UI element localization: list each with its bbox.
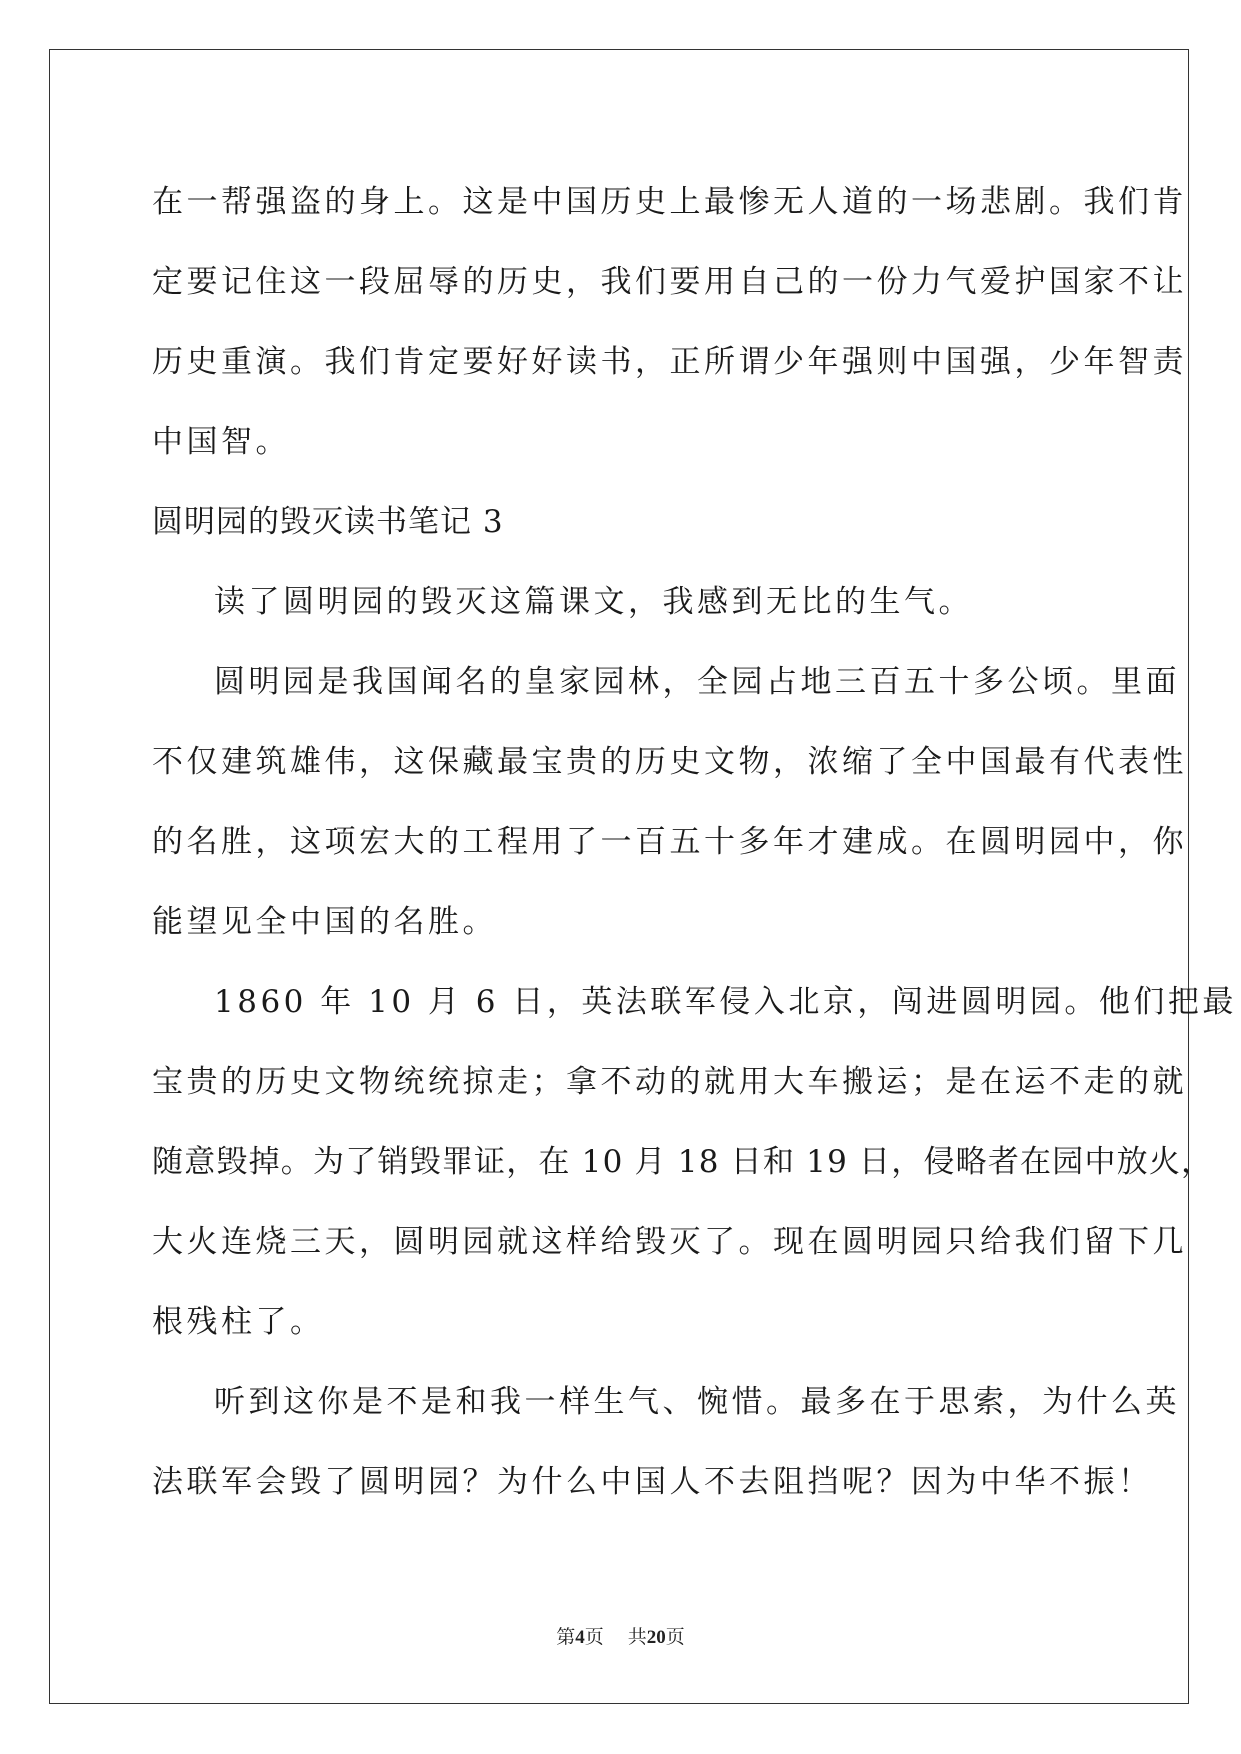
paragraph-line-4: 的名胜，这项宏大的工程用了一百五十多年才建成。在圆明园中，你 bbox=[152, 824, 1187, 860]
document-body bbox=[152, 162, 1237, 1522]
page-prefix: 第 bbox=[556, 1627, 576, 1648]
paragraph-line-8: 随意毁掉。为了销毁罪证，在 10 月 18 日和 19 日，侵略者在园中放火， bbox=[152, 1144, 1214, 1180]
body-line-3: 历史重演。我们肯定要好好读书，正所谓少年强则中国强，少年智责 bbox=[152, 344, 1187, 380]
page-footer bbox=[0, 1622, 1241, 1649]
body-line-2: 定要记住这一段屈辱的历史，我们要用自己的一份力气爱护国家不让 bbox=[152, 264, 1187, 300]
paragraph-line-10: 根残柱了。 bbox=[152, 1304, 325, 1340]
page-suffix: 页 bbox=[584, 1627, 604, 1648]
body-line-4: 中国智。 bbox=[152, 424, 290, 460]
section-heading: 圆明园的毁灭读书笔记 3 bbox=[152, 504, 504, 540]
paragraph-line-6: 1860 年 10 月 6 日，英法联军侵入北京，闯进圆明园。他们把最 bbox=[214, 984, 1237, 1020]
total-prefix: 共 bbox=[627, 1627, 647, 1648]
paragraph-line-3: 不仅建筑雄伟，这保藏最宝贵的历史文物，浓缩了全中国最有代表性 bbox=[152, 744, 1187, 780]
paragraph-line-1: 读了圆明园的毁灭这篇课文，我感到无比的生气。 bbox=[214, 584, 973, 620]
page-number: 4 bbox=[575, 1627, 585, 1648]
total-suffix: 页 bbox=[665, 1627, 685, 1648]
paragraph-line-7: 宝贵的历史文物统统掠走；拿不动的就用大车搬运；是在运不走的就 bbox=[152, 1064, 1187, 1100]
paragraph-line-9: 大火连烧三天，圆明园就这样给毁灭了。现在圆明园只给我们留下几 bbox=[152, 1224, 1187, 1260]
paragraph-line-11: 听到这你是不是和我一样生气、惋惜。最多在于思索，为什么英 bbox=[214, 1384, 1180, 1420]
paragraph-line-2: 圆明园是我国闻名的皇家园林，全园占地三百五十多公顷。里面 bbox=[214, 664, 1180, 700]
paragraph-line-12: 法联军会毁了圆明园？为什么中国人不去阻挡呢？因为中华不振！ bbox=[152, 1464, 1153, 1500]
paragraph-line-5: 能望见全中国的名胜。 bbox=[152, 904, 497, 940]
total-pages: 20 bbox=[646, 1627, 666, 1648]
body-line-1: 在一帮强盗的身上。这是中国历史上最惨无人道的一场悲剧。我们肯 bbox=[152, 184, 1187, 220]
